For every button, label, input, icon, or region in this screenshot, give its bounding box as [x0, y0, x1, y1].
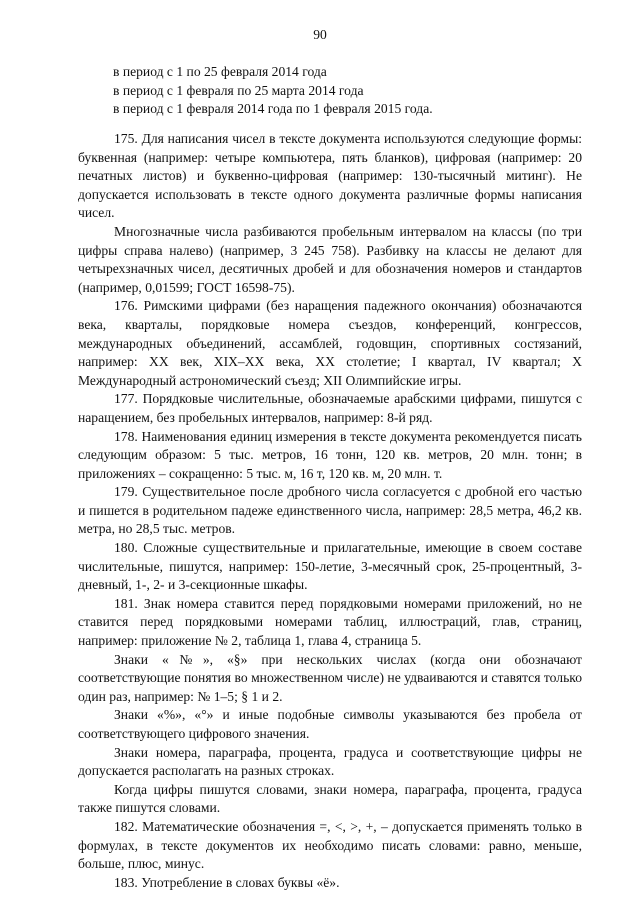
paragraph-178: 178. Наименования единиц измерения в тексте документа рекомендуется писать следующим образом: 5 тыс. метров, 16 тонн, 120 кв. метров, 20 млн. тонн; в приложениях – сокращенно: 5 тыс. м, 16 т, 120 кв. м, 20 млн. т. — [78, 428, 582, 481]
paragraph-179: 179. Существительное после дробного числа согласуется с дробной его частью и пишется в родительном падеже единственного числа, например: 28,5 метра, 46,2 кв. метра, но 28,5 тыс. метров. — [78, 484, 582, 537]
paragraph-181-words: Когда цифры пишутся словами, знаки номера, параграфа, процента, градуса также пишутся словами. — [78, 781, 582, 816]
period-line: в период с 1 по 25 февраля 2014 года — [113, 64, 327, 79]
page-number: 90 — [313, 27, 327, 42]
document-body — [78, 130, 582, 892]
paragraph-181: 181. Знак номера ставится перед порядковыми номерами приложений, но не ставится перед порядковыми номерами таблиц, иллюстраций, глав, страниц, например: приложение № 2, таблица 1, глава 4, страница 5. — [78, 595, 582, 649]
paragraph-181-same-line: Знаки номера, параграфа, процента, градуса и соответствующие цифры не допускается располагать на разных строках. — [78, 744, 582, 779]
paragraph-175-digit-grouping: Многозначные числа разбиваются пробельным интервалом на классы (по три цифры справа налево) (например, 3 245 758). Разбивку на классы не делают для четырехзначных чисел, десятичных дробей и для обозначения номеров и стандартов (например, 0,01599; ГОСТ 16598-75). — [78, 223, 582, 295]
period-line: в период с 1 февраля по 25 марта 2014 года — [113, 82, 364, 98]
paragraph-177: 177. Порядковые числительные, обозначаемые арабскими цифрами, пишутся с наращением, без пробельных интервалов, например: 8-й ряд. — [78, 391, 582, 425]
paragraph-181-number-signs: Знаки «№», «§» при нескольких числах (когда они обозначают соответствующие понятия во множественном числе) не удваиваются и ставятся только один раз, например: № 1–5; § 1 и 2. — [78, 651, 582, 704]
paragraph-180: 180. Сложные существительные и прилагательные, имеющие в своем составе числительные, пишутся, например: 150-летие, 3-месячный срок, 25-процентный, 3-дневный, 1-, 2- и 3-секционные шкафы. — [78, 540, 582, 593]
paragraph-183: 183. Употребление в словах буквы «ё». — [114, 874, 340, 890]
paragraph-182: 182. Математические обозначения =, <, >, +, – допускается применять только в формулах, в тексте документов их необходимо писать словами: равно, меньше, больше, плюс, минус. — [78, 818, 582, 872]
period-line: в период с 1 февраля 2014 года по 1 февраля 2015 года. — [113, 101, 433, 117]
period-list — [113, 63, 573, 119]
paragraph-175: 175. Для написания чисел в тексте документа используются следующие формы: буквенная (например: четыре компьютера, пять бланков), цифровая (например: 20 печатных листов) и буквенно-цифровая (например: 130-тысячный митинг). Не допускается использовать в тексте одного документа различные формы написания чисел. — [78, 131, 582, 221]
paragraph-176: 176. Римскими цифрами (без наращения падежного окончания) обозначаются века, кварталы, порядковые номера съездов, конференций, конгрессов, международных объединений, ассамблей, годовщин, спортивных состязаний, например: XX век, XIX–XX века, XX столетие; I квартал, IV квартал; X Международный астрономический съезд; XII Олимпийские игры. — [78, 298, 582, 388]
paragraph-181-percent-signs: Знаки «%», «°» и иные подобные символы указываются без пробела от соответствующего цифрового значения. — [78, 707, 582, 741]
